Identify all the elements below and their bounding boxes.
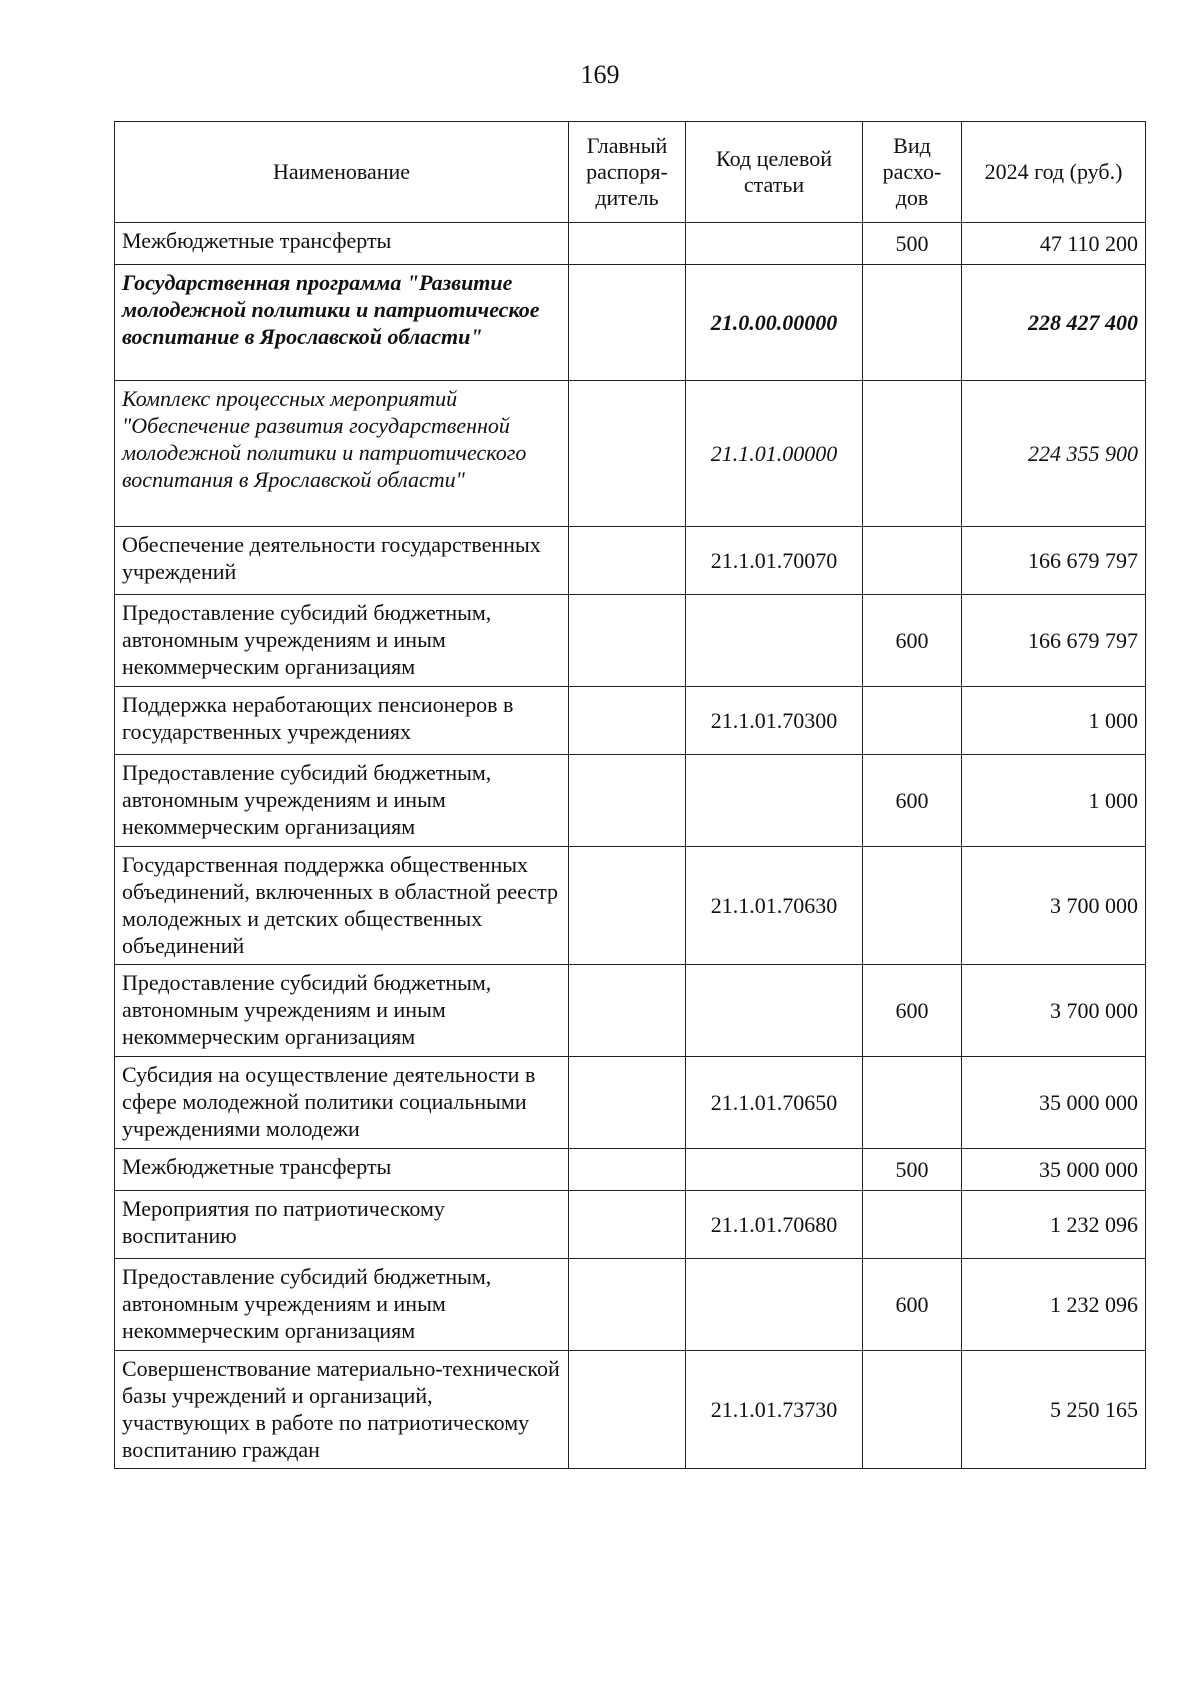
row-code-cell (686, 965, 863, 1057)
row-manager-cell (569, 1351, 686, 1469)
table-row (115, 381, 1146, 527)
row-name-cell: Совершенствование материально-технической базы учреждений и организаций, участвующих в работе по патриотическому воспитанию граждан (115, 1351, 569, 1469)
budget-table (114, 121, 1146, 1469)
row-manager-cell (569, 381, 686, 527)
table-row (115, 1259, 1146, 1351)
row-type-cell: 500 (863, 223, 962, 265)
row-type-cell: 500 (863, 1149, 962, 1191)
table-row (115, 755, 1146, 847)
row-amount-cell: 3 700 000 (962, 847, 1146, 965)
row-amount-cell: 1 232 096 (962, 1259, 1146, 1351)
row-manager-cell (569, 847, 686, 965)
row-manager-cell (569, 1057, 686, 1149)
row-manager-cell (569, 1149, 686, 1191)
row-type-cell (863, 1191, 962, 1259)
row-type-cell (863, 381, 962, 527)
row-name-cell: Государственная программа "Развитие молодежной политики и патриотическое воспитание в Ярославской области" (115, 265, 569, 381)
row-code-cell: 21.1.01.73730 (686, 1351, 863, 1469)
row-name-cell: Обеспечение деятельности государственных учреждений (115, 527, 569, 595)
header-code: Код целевой статьи (686, 122, 863, 223)
row-manager-cell (569, 595, 686, 687)
page-number: 169 (580, 60, 620, 89)
row-amount-cell: 1 000 (962, 755, 1146, 847)
row-manager-cell (569, 265, 686, 381)
table-row (115, 847, 1146, 965)
row-manager-cell (569, 687, 686, 755)
table-header-row (115, 122, 1146, 223)
table-row (115, 265, 1146, 381)
row-manager-cell (569, 1191, 686, 1259)
row-amount-cell: 35 000 000 (962, 1149, 1146, 1191)
row-amount-cell: 1 000 (962, 687, 1146, 755)
header-amount: 2024 год (руб.) (962, 122, 1146, 223)
row-name-cell: Межбюджетные трансферты (115, 1149, 569, 1191)
row-manager-cell (569, 965, 686, 1057)
row-manager-cell (569, 1259, 686, 1351)
table-row (115, 1149, 1146, 1191)
row-amount-cell: 224 355 900 (962, 381, 1146, 527)
row-type-cell (863, 265, 962, 381)
row-amount-cell: 5 250 165 (962, 1351, 1146, 1469)
row-name-cell: Субсидия на осуществление деятельности в сфере молодежной политики социальными учреждениями молодежи (115, 1057, 569, 1149)
row-amount-cell: 47 110 200 (962, 223, 1146, 265)
table-body (115, 223, 1146, 1469)
row-type-cell (863, 1351, 962, 1469)
row-code-cell (686, 595, 863, 687)
row-manager-cell (569, 223, 686, 265)
row-code-cell: 21.1.01.70680 (686, 1191, 863, 1259)
table-row (115, 1351, 1146, 1469)
row-amount-cell: 1 232 096 (962, 1191, 1146, 1259)
row-name-cell: Государственная поддержка общественных объединений, включенных в областной реестр молодежных и детских общественных объединений (115, 847, 569, 965)
row-name-cell: Мероприятия по патриотическому воспитанию (115, 1191, 569, 1259)
row-name-cell: Поддержка неработающих пенсионеров в государственных учреждениях (115, 687, 569, 755)
header-type: Вид расхо-дов (863, 122, 962, 223)
table-row (115, 1057, 1146, 1149)
row-name-cell: Предоставление субсидий бюджетным, автономным учреждениям и иным некоммерческим организациям (115, 595, 569, 687)
row-name-cell: Предоставление субсидий бюджетным, автономным учреждениям и иным некоммерческим организациям (115, 965, 569, 1057)
row-type-cell: 600 (863, 965, 962, 1057)
row-code-cell (686, 223, 863, 265)
row-amount-cell: 166 679 797 (962, 595, 1146, 687)
row-amount-cell: 3 700 000 (962, 965, 1146, 1057)
row-type-cell (863, 687, 962, 755)
row-amount-cell: 35 000 000 (962, 1057, 1146, 1149)
row-amount-cell: 228 427 400 (962, 265, 1146, 381)
row-code-cell: 21.1.01.70070 (686, 527, 863, 595)
table-row (115, 223, 1146, 265)
row-code-cell: 21.1.01.70300 (686, 687, 863, 755)
row-type-cell: 600 (863, 1259, 962, 1351)
row-type-cell (863, 847, 962, 965)
table-row (115, 595, 1146, 687)
row-code-cell (686, 1149, 863, 1191)
header-manager: Главный распоря-дитель (569, 122, 686, 223)
row-name-cell: Комплекс процессных мероприятий "Обеспечение развития государственной молодежной политики и патриотического воспитания в Ярославской области" (115, 381, 569, 527)
row-code-cell: 21.1.01.70630 (686, 847, 863, 965)
row-amount-cell: 166 679 797 (962, 527, 1146, 595)
table-row (115, 527, 1146, 595)
table-row (115, 965, 1146, 1057)
row-manager-cell (569, 755, 686, 847)
row-type-cell (863, 1057, 962, 1149)
row-name-cell: Предоставление субсидий бюджетным, автономным учреждениям и иным некоммерческим организациям (115, 755, 569, 847)
row-code-cell (686, 755, 863, 847)
table-row (115, 687, 1146, 755)
row-manager-cell (569, 527, 686, 595)
row-name-cell: Предоставление субсидий бюджетным, автономным учреждениям и иным некоммерческим организациям (115, 1259, 569, 1351)
table-row (115, 1191, 1146, 1259)
row-type-cell: 600 (863, 595, 962, 687)
row-code-cell: 21.1.01.00000 (686, 381, 863, 527)
row-code-cell: 21.0.00.00000 (686, 265, 863, 381)
row-code-cell: 21.1.01.70650 (686, 1057, 863, 1149)
row-type-cell (863, 527, 962, 595)
header-name: Наименование (115, 122, 569, 223)
row-name-cell: Межбюджетные трансферты (115, 223, 569, 265)
row-type-cell: 600 (863, 755, 962, 847)
row-code-cell (686, 1259, 863, 1351)
